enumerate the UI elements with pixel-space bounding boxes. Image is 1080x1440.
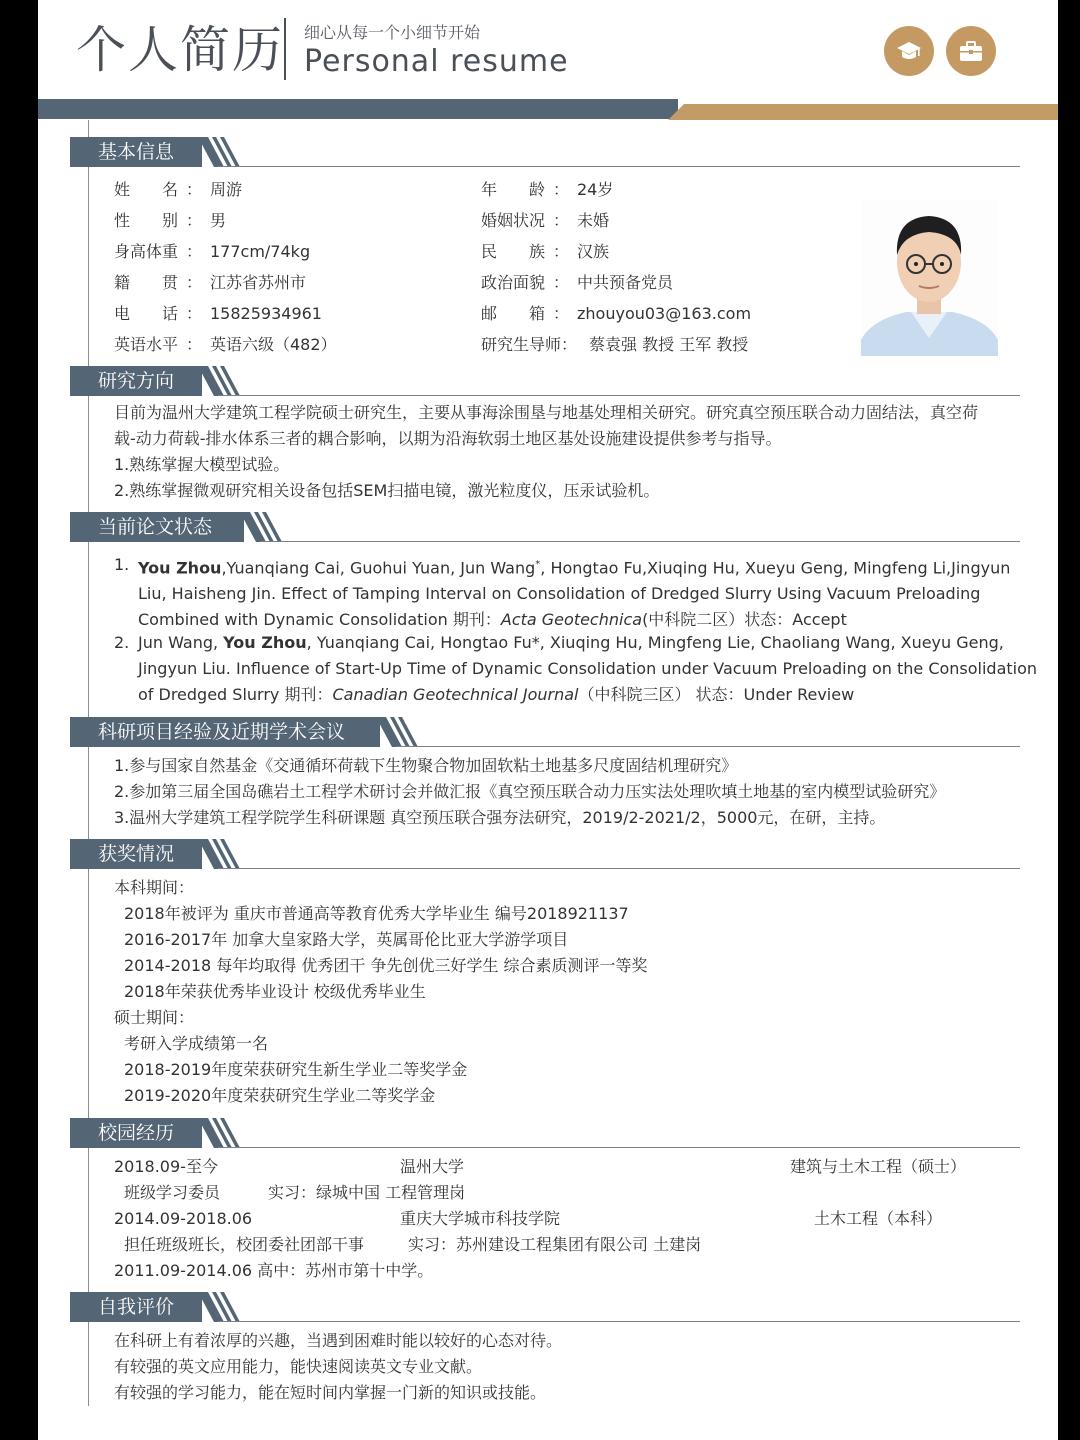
award-item: 2018-2019年度荣获研究生新生学业二等奖学金 [124, 1060, 468, 1079]
title-divider [284, 18, 286, 80]
research-line-4: 2.熟练掌握微观研究相关设备包括SEM扫描电镜，激光粒度仪，压汞试验机。 [114, 481, 660, 500]
header-band-dark [38, 99, 678, 119]
header-band-gold [668, 104, 1058, 120]
award-item: 考研入学成绩第一名 [124, 1034, 269, 1053]
self-eval-item: 有较强的英文应用能力，能快速阅读英文专业文献。 [114, 1357, 483, 1376]
field-native: 籍贯 ： 江苏省苏州市 [114, 273, 307, 292]
page-subtitle: 细心从每一个小细节开始 [304, 23, 481, 42]
award-item: 2018年被评为 重庆市普通高等教育优秀大学毕业生 编号2018921137 [124, 904, 629, 923]
field-gender: 性别 ： 男 [114, 211, 227, 230]
publication-2: 2. Jun Wang, You Zhou, Yuanqiang Cai, Hongtao Fu*, Xiuqing Hu, Mingfeng Lie, Chaoliang Wang, Xueyu Geng, Jingyun Liu. Influence of Start-Up Time of Dynamic Consolidation under Vacuum Preloading on the Consolidation of Dredged Slurry 期刊：Canadian Geotechnical Journal（中科院三区） 状态：Under Review [114, 633, 1038, 704]
section-line [218, 395, 1020, 396]
self-eval-item: 在科研上有着浓厚的兴趣，当遇到困难时能以较好的心态对待。 [114, 1331, 563, 1350]
award-item: 2019-2020年度荣获研究生学业二等奖学金 [124, 1086, 436, 1105]
campus-date: 2014.09-2018.06 [114, 1209, 253, 1228]
field-ethnic: 民族 ： 汉族 [481, 242, 610, 261]
section-line [218, 166, 1020, 167]
campus-role: 担任班级班长，校团委社团部干事 [124, 1235, 365, 1254]
field-english: 英语水平 ： 英语六级（482） [114, 335, 337, 354]
field-marital: 婚姻状况 ： 未婚 [481, 211, 610, 230]
campus-intern: 实习：绿城中国 工程管理岗 [268, 1183, 466, 1202]
project-item: 3.温州大学建筑工程学院学生科研课题 真空预压联合强夯法研究，2019/2-2021/2，5000元，在研，主持。 [114, 808, 886, 827]
project-item: 1.参与国家自然基金《交通循环荷载下生物聚合物加固软粘土地基多尺度固结机理研究》 [114, 756, 738, 775]
campus-date: 2018.09-至今 [114, 1157, 218, 1176]
awards-undergrad-label: 本科期间： [114, 878, 195, 897]
timeline-line [88, 120, 89, 1406]
campus-major: 土木工程（本科） [814, 1209, 943, 1228]
research-line-2: 载-动力荷载-排水体系三者的耦合影响，以期为沿海软弱土地区基处设施建设提供参考与指导。 [114, 429, 782, 448]
campus-intern: 实习：苏州建设工程集团有限公司 土建岗 [408, 1235, 702, 1254]
briefcase-icon [946, 26, 996, 76]
stripes-decoration [198, 137, 252, 167]
award-item: 2016-2017年 加拿大皇家路大学，英属哥伦比亚大学游学项目 [124, 930, 569, 949]
page-title-en: Personal resume [304, 44, 569, 79]
page-title: 个人简历 [76, 21, 284, 79]
field-advisor: 研究生导师： 蔡袁强 教授 王军 教授 [481, 335, 749, 354]
section-line [218, 1147, 1020, 1148]
research-line-3: 1.熟练掌握大模型试验。 [114, 455, 290, 474]
campus-highschool: 2011.09-2014.06 高中：苏州市第十中学。 [114, 1261, 434, 1280]
section-line [260, 541, 1020, 542]
field-name: 姓名 ： 周游 [114, 180, 243, 199]
profile-photo [861, 200, 998, 356]
section-line [396, 746, 1020, 747]
field-phone: 电话 ： 15825934961 [114, 304, 322, 323]
campus-school: 重庆大学城市科技学院 [400, 1209, 561, 1228]
campus-role: 班级学习委员 [124, 1183, 221, 1202]
graduation-cap-icon [884, 26, 934, 76]
publication-1: 1. You Zhou,Yuanqiang Cai, Guohui Yuan, Jun Wang*, Hongtao Fu,Xiuqing Hu, Xueyu Geng, Mingfeng Li,Jingyun Liu, Haisheng Jin. Effect of Tamping Interval on Consolidation of Dredged Slurry Using Vacuum Preloading Combined with Dynamic Consolidation 期刊：Acta Geotechnica(中科院二区）状态：Accept [114, 555, 1011, 630]
campus-school: 温州大学 [400, 1157, 465, 1176]
section-line [218, 1321, 1020, 1322]
section-line [218, 868, 1020, 869]
resume-page: 个人简历 细心从每一个小细节开始 Personal resume 基本信息 姓名 ： 周游 年龄 ： 24岁 性别 ： 男 婚姻状况 ： 未婚 身高体重 ： 177cm/74kg 民族 ： 汉族 籍贯 ： 江苏省苏州市 政治面貌 ： 中共预备党员 电话 ： 15825934961 邮箱 ： zhouyou03@163.com 英语水平 ： 英语六级（482） 研究生导师： 蔡袁强 教授 王军 教授 研究方向 目前为温州大学建筑工程学院硕士研究生，主要从事海涂围垦与地基处理相关研究。研究真空预压联合动力固结法，真空荷 载-动力荷载-排水体系三者的耦合影响，以期为沿海软弱土地区基处设施建设提供参考与指导。 1.熟练掌握大模型试验。 2.熟练掌握微观研究相关设备包括SEM扫描电镜，激光粒度仪，压汞试验机。 当前论文状态 1. You Zhou,Yuanqiang Cai, Guohui Yuan, Jun Wang*, Hongtao Fu,Xiuqing Hu, Xueyu Geng, Mingfeng Li,Jingyun Liu, Haisheng Jin. Effect of Tamping Interval on Consolidation of Dredged Slurry Using Vacuum Preloading Combined with Dynamic Consolidation 期刊：Acta Geotechnica(中科院二区）状态：Accept 2. Jun Wang, You Zhou, Yuanqiang Cai, Hongtao Fu*, Xiuqing Hu, Mingfeng Lie, Chaoliang Wang, Xueyu Geng, Jingyun Liu. Influence of Start-Up Time of Dynamic Consolidation under Vacuum Preloading on the Consolidation of Dredged Slurry 期刊：Canadian Geotechnical Journal（中科院三区） 状态：Under Review 科研项目经验及近期学术会议 1.参与国家自然基金《交通循环荷载下生物聚合物加固软粘土地基多尺度固结机理研究》 2.参加第三届全国岛礁岩土工程学术研讨会并做汇报《真空预压联合动力压实法处理吹填土地基的室内模型试验研究》 3.温州大学建筑工程学院学生科研课题 真空预压联合强夯法研究，2019/2-2021/2，5000元，在研，主持。 获奖情况 本科期间： 2018年被评为 重庆市普通高等教育优秀大学毕业生 编号2018921137 2016-2017年 加拿大皇家路大学，英属哥伦比亚大学游学项目 2014-2018 每年均取得 优秀团干 争先创优三好学生 综合素质测评一等奖 2018年荣获优秀毕业设计 校级优秀毕业生 硕士期间： 考研入学成绩第一名 2018-2019年度荣获研究生新生学业二等奖学金 2019-2020年度荣获研究生学业二等奖学金 校园经历 2018.09-至今 温州大学 建筑与土木工程（硕士） 班级学习委员 实习：绿城中国 工程管理岗 2014.09-2018.06 重庆大学城市科技学院 土木工程（本科） 担任班级班长，校团委社团部干事 实习：苏州建设工程集团有限公司 土建岗 2011.09-2014.06 高中：苏州市第十中学。 自我评价 在科研上有着浓厚的兴趣，当遇到困难时能以较好的心态对待。 有较强的英文应用能力，能快速阅读英文专业文献。 有较强的学习能力，能在短时间内掌握一门新的知识或技能。 [38, 0, 1058, 1440]
field-height-weight: 身高体重 ： 177cm/74kg [114, 242, 311, 261]
field-age: 年龄 ： 24岁 [481, 180, 614, 199]
self-eval-item: 有较强的学习能力，能在短时间内掌握一门新的知识或技能。 [114, 1383, 547, 1402]
research-line-1: 目前为温州大学建筑工程学院硕士研究生，主要从事海涂围垦与地基处理相关研究。研究真空预压联合动力固结法，真空荷 [114, 403, 979, 422]
awards-master-label: 硕士期间： [114, 1008, 195, 1027]
award-item: 2018年荣获优秀毕业设计 校级优秀毕业生 [124, 982, 426, 1001]
field-email: 邮箱 ： zhouyou03@163.com [481, 304, 752, 323]
award-item: 2014-2018 每年均取得 优秀团干 争先创优三好学生 综合素质测评一等奖 [124, 956, 648, 975]
campus-major: 建筑与土木工程（硕士） [790, 1157, 967, 1176]
project-item: 2.参加第三届全国岛礁岩土工程学术研讨会并做汇报《真空预压联合动力压实法处理吹填土地基的室内模型试验研究》 [114, 782, 946, 801]
field-political: 政治面貌 ： 中共预备党员 [481, 273, 674, 292]
